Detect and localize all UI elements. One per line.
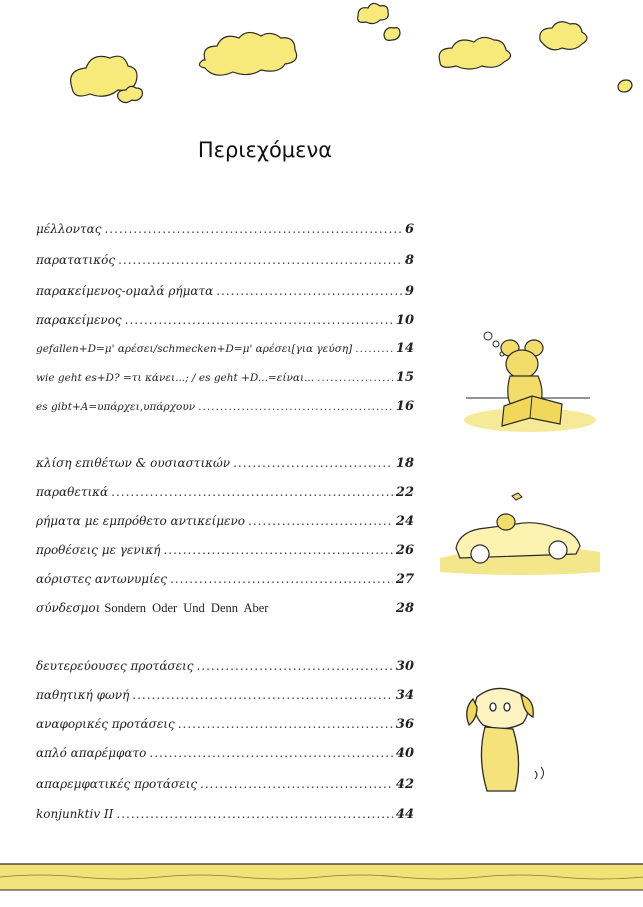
toc-page-number: 14 <box>395 341 414 356</box>
toc-entry-label: παρακείμενος <box>36 313 122 327</box>
toc-entry-label: αόριστες αντωνυμίες <box>36 572 167 586</box>
cloud-shape <box>358 3 389 23</box>
toc-entry-label: παρατατικός <box>36 253 116 267</box>
toc-entry-label-main: σύνδεσμοι <box>36 601 101 615</box>
toc-entry[interactable] <box>36 543 414 563</box>
toc-leader-dots <box>163 543 392 557</box>
cloud-shape <box>439 37 510 69</box>
toc-page-number: 9 <box>404 284 414 299</box>
toc-entry-label: απαρεμφατικές προτάσεις <box>36 777 198 791</box>
bottom-border-illustration <box>0 850 643 900</box>
toc-page-number: 30 <box>395 659 414 674</box>
toc-leader-dots <box>233 456 393 470</box>
driver-mouse <box>497 514 515 530</box>
mouse-reading-illustration <box>460 320 600 440</box>
page-title: Περιεχόμενα <box>197 138 333 162</box>
toc-page-number: 10 <box>395 313 414 328</box>
toc-entry[interactable] <box>36 313 414 333</box>
toc-entry[interactable] <box>36 485 414 505</box>
toc-entry[interactable] <box>36 601 414 621</box>
toc-leader-dots <box>216 284 402 298</box>
toc-page-number: 42 <box>395 777 414 792</box>
toc-entry-label: παρακείμενος-ομαλά ρήματα <box>36 284 214 298</box>
toc-entry[interactable] <box>36 284 414 304</box>
dog-eye <box>490 703 496 711</box>
toc-leader-dots <box>118 253 402 267</box>
toc-leader-dots <box>178 717 393 731</box>
toc-leader-dots <box>111 485 393 499</box>
toc-page-number: 34 <box>395 688 414 703</box>
toc-entry-label: es gibt+A=υπάρχει,υπάρχουν <box>36 401 196 413</box>
toc-entry[interactable] <box>36 717 414 737</box>
toc-entry-label: κλίση επιθέτων & ουσιαστικών <box>36 456 231 470</box>
toc-entry-label: gefallen+D=μ' αρέσει/schmecken+D=μ' αρέσει[για γεύση] <box>36 343 353 355</box>
toc-page-number: 27 <box>395 572 414 587</box>
cloud-shape <box>384 28 400 41</box>
toc-page-number: 24 <box>395 514 414 529</box>
cloud-shape <box>618 80 632 92</box>
toc-leader-dots <box>149 746 393 760</box>
toc-page-number: 40 <box>395 746 414 761</box>
toc-leader-dots <box>196 659 392 673</box>
toc-entry-label <box>36 601 268 616</box>
toc-page-number: 44 <box>395 807 414 822</box>
clouds-illustration <box>0 0 643 120</box>
toc-page-number: 28 <box>395 601 414 616</box>
toc-entry-label: προθέσεις με γενική <box>36 543 161 557</box>
bee <box>512 493 522 500</box>
toc-page-number: 26 <box>395 543 414 558</box>
toc-page-number: 6 <box>404 222 414 237</box>
toc-entry-label: παραθετικά <box>36 485 109 499</box>
toc-entry-label: wie geht es+D? =τι κάνει...; / es geht +D...=είναι... <box>36 372 315 384</box>
toc-entry-label: απλό απαρέμφατο <box>36 746 147 760</box>
toc-entry-label: αναφορικές προτάσεις <box>36 717 175 731</box>
toc-leader-dots <box>125 313 393 327</box>
car-wheel <box>549 541 567 559</box>
toc-entry[interactable] <box>36 807 414 827</box>
toc-leader-dots <box>198 401 393 413</box>
toc-entry-label-extra: Sondern Oder Und Denn Aber <box>104 601 269 615</box>
dog-illustration <box>455 675 565 805</box>
toc-entry-label: konjunktiv II <box>36 807 114 821</box>
toc-entry[interactable] <box>36 746 414 766</box>
toc-entry-label: δευτερεύουσες προτάσεις <box>36 659 194 673</box>
toc-leader-dots <box>170 572 393 586</box>
toc-leader-dots <box>132 688 393 702</box>
toc-entry[interactable] <box>36 456 414 476</box>
toc-leader-dots <box>248 514 393 528</box>
mouse-head <box>506 350 538 378</box>
toc-entry[interactable] <box>36 341 414 361</box>
toc-entry-label: ρήματα με εμπρόθετο αντικείμενο <box>36 514 246 528</box>
toc-entry-label: παθητική φωνή <box>36 688 130 702</box>
car-wheel <box>471 545 489 563</box>
toc-entry[interactable] <box>36 777 414 797</box>
toc-page-number: 36 <box>395 717 414 732</box>
toc-entry[interactable] <box>36 399 414 419</box>
dog-eye <box>504 703 510 711</box>
car-illustration <box>440 488 600 578</box>
toc-page-number: 15 <box>395 370 414 385</box>
dog-head <box>475 688 528 728</box>
toc-page-number: 18 <box>395 456 414 471</box>
toc-entry[interactable] <box>36 253 414 273</box>
toc-entry[interactable] <box>36 370 414 390</box>
cloud-shape <box>199 32 296 75</box>
dog-body <box>481 727 518 791</box>
toc-entry[interactable] <box>36 659 414 679</box>
toc-leader-dots <box>200 777 393 791</box>
toc-leader-dots <box>317 372 393 384</box>
toc-entry[interactable] <box>36 572 414 592</box>
dog-ear <box>467 699 477 725</box>
toc-page-number: 16 <box>395 399 414 414</box>
toc-leader-dots <box>104 222 402 236</box>
toc-entry[interactable] <box>36 688 414 708</box>
toc-entry[interactable] <box>36 222 414 242</box>
toc-page-number: 22 <box>395 485 414 500</box>
toc-entry-label: μέλλοντας <box>36 222 102 236</box>
toc-leader-dots <box>355 343 393 355</box>
toc-entry[interactable] <box>36 514 414 534</box>
cloud-shape <box>540 22 587 50</box>
toc-leader-dots <box>116 807 392 821</box>
toc-page-number: 8 <box>404 253 414 268</box>
